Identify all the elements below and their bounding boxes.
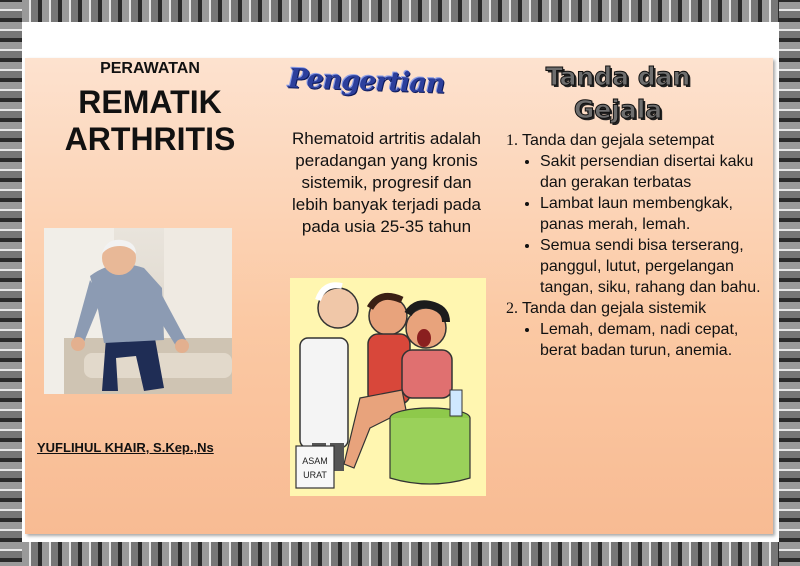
decorative-border-left [0, 0, 22, 566]
definition-text: Rhematoid artritis adalah peradangan yang kronis sistemik, progresif dan lebih banyak terjadi pada pada usia 25-35 tahun [291, 129, 482, 236]
bullet-item: • Lambat laun membengkak, panas merah, lemah. [540, 193, 764, 235]
cartoon-sign-line-1: ASAM [302, 456, 328, 466]
list-item-label: Tanda dan gejala setempat [522, 132, 715, 149]
list-item [522, 130, 764, 298]
decorative-border-right [779, 0, 800, 566]
title-block [25, 60, 275, 158]
subtitle: PERAWATAN [100, 60, 200, 77]
list-item-label: Tanda dan gejala sistemik [522, 300, 707, 317]
title-line-1: REMATIK [78, 84, 222, 120]
definition-heading: Pengertian [287, 63, 446, 100]
symptoms-heading-line-1: Tanda dan [545, 62, 691, 91]
bullet-item: • Lemah, demam, nadi cepat, berat badan turun, anemia. [540, 319, 764, 361]
symptoms-list [504, 130, 764, 361]
symptoms-heading-line-2: Gejala [573, 95, 663, 124]
arthritis-cartoon [290, 278, 486, 496]
symptoms-heading [498, 60, 738, 126]
elderly-man-photo [44, 228, 232, 394]
cartoon-sign-line-2: URAT [303, 470, 327, 480]
bullet-item: • Sakit persendian disertai kaku dan gerakan terbatas [540, 151, 764, 193]
title-line-2: ARTHRITIS [64, 121, 236, 157]
author-name: YUFLIHUL KHAIR, S.Kep.,Ns [37, 440, 214, 455]
list-item [522, 298, 764, 361]
bullet-item: • Semua sendi bisa terserang, panggul, lutut, pergelangan tangan, siku, rahang dan bahu. [540, 235, 764, 298]
